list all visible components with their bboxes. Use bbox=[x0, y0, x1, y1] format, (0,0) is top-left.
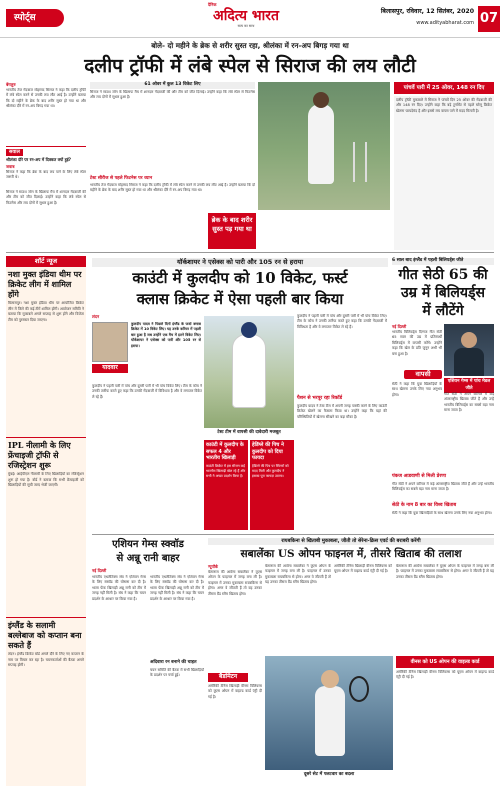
logo-small-text: दैनिक bbox=[208, 2, 217, 7]
bottom-right-body-4: बेलारूस की आर्यना सबालेंका ने यूएस ओपन के फाइनल में जगह बना ली है। फाइनल में उनका मुकाबला रायबकिना से होगा। अगर वे जीतती हैं तो यह उनका तीसरा ग्रैंड स्लैम खिताब होगा। bbox=[396, 564, 494, 579]
top-story-body-3: भारतीय तेज गेंदबाज मोहम्मद सिराज ने कहा कि दलीप ट्रॉफी में लंबे स्पेल करने से उनकी लय लौट आई है। उन्होंने बताया कि दो महीने के ब्रेक के बाद शरीर सुस्त हो गया था और श्रीलंका दौरे में रन-अप बिगड़ गया था। bbox=[90, 183, 255, 193]
kuldeep-photo bbox=[204, 316, 294, 428]
county-box-1-body: काउंटी क्रिकेट में इस सीजन कई भारतीय खिलाड़ी खेल रहे हैं और सभी ने अच्छा प्रदर्शन किया है। bbox=[206, 463, 246, 478]
logo-tagline: सत्य का साथ bbox=[237, 23, 255, 28]
short-news-item-1 bbox=[6, 267, 86, 437]
right-story-headline-2: उम्र में बिलियर्ड्स bbox=[401, 285, 485, 301]
middle-story-right-title: पैशन से भरपूर रहा रिकॉर्ड bbox=[297, 396, 343, 401]
sidebar-body: दलीप ट्रॉफी मुकाबले में सिराज ने पांचवें दिन 25 ओवर की गेंदबाजी की और 148 रन दिए। उन्होंने कहा कि बड़े टूर्नामेंट से पहले घरेलू क्रिकेट खेलना फायदेमंद है और इससे लय वापस पाने में मदद मिलती है। bbox=[394, 96, 494, 250]
right-story-subhead-1: पंकज आडवाणी से मिली प्रेरणा bbox=[392, 474, 446, 479]
middle-story-headline-2: क्लास क्रिकेट में ऐसा पहली बार किया bbox=[136, 290, 344, 308]
bottom-left-subhead: अदिवारा रन बनाने की चाहत bbox=[150, 660, 197, 665]
photo-player-figure bbox=[308, 104, 334, 184]
bottom-right-body-5: अमेरिकी टेनिस खिलाड़ी वीनस विलियम्स को यूएस ओपन में वाइल्ड कार्ड एंट्री दी गई है। bbox=[396, 670, 494, 680]
top-story-kicker: बोले- दो महीने के ब्रेक से शरीर सुस्त रहा, श्रीलंका में रन-अप बिगड़ गया था bbox=[151, 41, 349, 50]
right-story-headline-1: गीत सेठी 65 की bbox=[398, 267, 488, 283]
bottom-right-body-3: अमेरिकी टेनिस खिलाड़ी वीनस विलियम्स को यूएस ओपन में वाइल्ड कार्ड एंट्री दी गई है। bbox=[334, 564, 392, 574]
right-story-body-cont: सेठी ने कहा कि युवा खिलाड़ियों के साथ खेलना उनके लिए नया अनुभव होगा। bbox=[392, 382, 442, 397]
page-number: 07 bbox=[478, 6, 500, 32]
right-story-headline-3: में लौटेंगे bbox=[422, 303, 464, 319]
county-box-2 bbox=[250, 440, 294, 530]
question-label: सवाल bbox=[6, 149, 23, 156]
bottom-left-headline-2: से अन्नू रानी बाहर bbox=[116, 553, 180, 564]
middle-story-byline: लंदन bbox=[92, 314, 100, 319]
question-text: श्रीलंका दौरे पर रन-अप में दिक्कत क्यों हुई? bbox=[6, 157, 71, 163]
photo-stumps bbox=[353, 142, 367, 182]
answer-text: सिराज ने कहा कि ब्रेक के बाद लय पाने के लिए लंबे स्पेल जरूरी थे। bbox=[6, 169, 86, 180]
right-story-body-2: गीत सेठी ने अपने करियर में कई अंतरराष्ट्रीय खिताब जीते हैं और उन्हें भारतीय बिलियर्ड्स का सबसे बड़ा नाम माना जाता है। bbox=[392, 482, 494, 492]
short-news-column bbox=[6, 256, 86, 786]
photo-bowler-head bbox=[241, 322, 257, 338]
short-news-title-2: IPL नीलामी के लिए फ्रेंचाइजी ट्रॉफी से रजिस्ट्रेशन शुरू bbox=[8, 440, 71, 471]
bottom-left-headline-1: एशियन गेम्स स्क्वॉड bbox=[112, 539, 184, 550]
divider-bottom bbox=[92, 534, 494, 535]
qa-box bbox=[6, 146, 86, 188]
county-box-1-title: काउंटी में कुलदीप के सफल 4 और भारतीय खिलाड़ी bbox=[206, 442, 244, 461]
bottom-right-body: बेलारूस की आर्यना सबालेंका ने यूएस ओपन के फाइनल में जगह बना ली है। फाइनल में उनका मुकाबला रायबकिना से होगा। अगर वे जीतती हैं तो यह उनका तीसरा ग्रैंड स्लैम खिताब होगा। bbox=[208, 570, 262, 596]
website-link[interactable]: www.adityabharat.com bbox=[416, 20, 474, 26]
bottom-right-headline: सबालेंका US ओपन फाइनल में, तीसरे खिताब की तलाश bbox=[240, 548, 462, 560]
sabalenka-photo-caption: दूसरे सेट में पलटवार का बदला bbox=[303, 772, 355, 777]
bottom-right-kicker: रायबकिना से खिताबी मुकाबला, जीती तो सेरेना-क्रिस एवर्ट की बराबरी करेंगी bbox=[208, 538, 494, 545]
bottom-left-body: भारतीय एथलेटिक्स संघ ने एशियन गेम्स के लिए स्क्वॉड की घोषणा कर दी है। भाला फेंक खिलाड़ी अन्नू रानी को टीम में जगह नहीं मिली है। संघ ने कहा कि चयन प्रदर्शन के आधार पर किया गया है। bbox=[92, 575, 146, 601]
right-story-subhead-2: सेठी के नाम 8 बार का विश्व खिताब bbox=[392, 503, 457, 508]
top-story-subhead-2: टेस्ट सीरीज से पहले फिटनेस पर ध्यान bbox=[90, 176, 153, 181]
short-news-title-1: नशा मुक्त इंडिया थीम पर क्रिकेट लीग में शामिल होंगे bbox=[8, 269, 82, 300]
bottom-left-body-3: चयन समिति की बैठक में सभी खिलाड़ियों के प्रदर्शन पर चर्चा हुई। bbox=[150, 668, 204, 678]
county-box-1 bbox=[204, 440, 248, 530]
county-box-2-body: हेडिंग्ले की पिच पर स्पिनरों को मदद मिली और कुलदीप ने इसका पूरा फायदा उठाया। bbox=[252, 463, 289, 478]
right-story-byline: नई दिल्ली bbox=[392, 324, 407, 329]
middle-story-right-body: कुलदीप ने पहली पारी में पांच और दूसरी पारी में भी पांच विकेट लिए। टीम के कोच ने उनकी तारीफ करते हुए कहा कि उनकी गेंदबाजी में विविधता है और वे लगातार विकेट ले रहे हैं। bbox=[297, 314, 387, 329]
county-box-2-title: हेडिंग्ले की पिच ने कुलदीप को दिया फायदा bbox=[252, 442, 284, 461]
short-news-body-1: बिलासपुर। नशा मुक्त इंडिया थीम पर आयोजित क्रिकेट लीग में जिले की कई टीमें शामिल होंगी। आयोजन समिति ने बताया कि मुकाबले अगले सप्ताह से शुरू होंगे और विजेता टीम को पुरस्कार दिया जाएगा। bbox=[8, 301, 84, 322]
short-news-item-3 bbox=[6, 617, 86, 787]
right-story-kicker: 6 साल बाद इंग्लैंड में पहली बिलियर्ड्स जीते bbox=[392, 258, 494, 265]
kuldeep-portrait bbox=[92, 322, 128, 362]
top-story-body-1b: सिराज ने साउथ जोन के खिलाफ मैच में शानदार गेंदबाजी की और टीम को जीत दिलाई। उन्होंने कहा कि लंबे स्पेल से फिटनेस और लय दोनों में सुधार हुआ है। bbox=[6, 190, 86, 205]
top-story-subhead: 61 ओवर में कुल 13 विकेट लिए bbox=[90, 82, 255, 89]
photo-caption-box: ब्रेक के बाद शरीर सुस्त पड़ गया था bbox=[208, 213, 256, 249]
short-news-body-3: लंदन। इंग्लैंड क्रिकेट बोर्ड अगले दौरे के लिए नए कप्तान के नाम पर विचार कर रहा है। चयनकर्ताओं की बैठक अगले सप्ताह होगी। bbox=[8, 652, 84, 668]
answer-label: जवाब bbox=[6, 164, 15, 170]
bottom-right-sub-box: वीनस को US ओपन की वाइल्ड कार्ड bbox=[396, 656, 494, 668]
section-tab: स्पोर्ट्स bbox=[6, 9, 64, 27]
photo-sethi-body bbox=[454, 348, 484, 376]
right-story-body: भारतीय बिलियर्ड्स दिग्गज गीत सेठी 65 साल की उम्र में प्रतिस्पर्धी बिलियर्ड्स में वापसी करेंगे। उन्होंने कहा कि खेल के प्रति जुनून अभी भी बना हुआ है। bbox=[392, 330, 442, 356]
bottom-right-body-2: बेलारूस की आर्यना सबालेंका ने यूएस ओपन के फाइनल में जगह बना ली है। फाइनल में उनका मुकाबला रायबकिना से होगा। अगर वे जीतती हैं तो यह उनका तीसरा ग्रैंड स्लैम खिताब होगा। bbox=[265, 564, 331, 585]
photo-racket bbox=[349, 676, 369, 702]
photo-player-body bbox=[315, 686, 345, 756]
photo-bowler-figure bbox=[232, 334, 266, 408]
dateline: बिलासपुर, रविवार, 12 सितंबर, 2020 bbox=[380, 8, 474, 15]
siraj-photo bbox=[258, 82, 390, 210]
short-news-tag: शॉर्ट न्यूज bbox=[6, 256, 86, 267]
middle-story-headline-1: काउंटी में कुलदीप को 10 विकेट, फर्स्ट bbox=[132, 269, 348, 287]
middle-story-tag: यादवार bbox=[92, 364, 128, 373]
bottom-right-label: बैडमिंटन bbox=[208, 673, 248, 682]
top-story-body-2: सिराज ने साउथ जोन के खिलाफ मैच में शानदार गेंदबाजी की और टीम को जीत दिलाई। उन्होंने कहा कि लंबे स्पेल से फिटनेस और लय दोनों में सुधार हुआ है। bbox=[90, 90, 255, 100]
sethi-photo-caption: एशियन गेम्स में पांच मेडल जीते bbox=[444, 378, 494, 393]
masthead bbox=[0, 0, 500, 38]
newspaper-logo bbox=[198, 2, 294, 34]
short-news-body-2: मुंबई। आईपीएल नीलामी के लिए खिलाड़ियों का रजिस्ट्रेशन शुरू हो गया है। बोर्ड ने बताया कि सभी फ्रेंचाइजी को खिलाड़ियों की सूची जल्द भेजी जाएगी। bbox=[8, 472, 84, 488]
photo-player-head-2 bbox=[321, 670, 339, 688]
top-story-body-1: भारतीय तेज गेंदबाज मोहम्मद सिराज ने कहा कि दलीप ट्रॉफी में लंबे स्पेल करने से उनकी लय लौट आई है। उन्होंने बताया कि दो महीने के ब्रेक के बाद शरीर सुस्त हो गया था और श्रीलंका दौरे में रन-अप बिगड़ गया था। bbox=[6, 88, 86, 109]
divider bbox=[6, 252, 494, 253]
sidebar-title: पांचवें पारी में 25 ओवर, 148 रन दिए bbox=[394, 82, 494, 94]
top-story-headline: दलीप ट्रॉफी में लंबे स्पेल से सिराज की लय लौटी bbox=[84, 55, 416, 77]
middle-story-right-body-2: कुलदीप यादव ने टेस्ट टीम में अपनी जगह पक्की करने के लिए काउंटी क्रिकेट खेलने का फैसला किया था। उन्होंने कहा कि यहां की परिस्थितियों में खेलना सीखने का बड़ा मौका है। bbox=[297, 404, 387, 419]
photo-player-head bbox=[313, 92, 329, 108]
middle-story-lead: कुलदीप यादव ने पिछले दिनों इंग्लैंड के फर्स्ट क्लास क्रिकेट में 10 विकेट लिए। यह उनके करियर में पहली बार हुआ है जब उन्होंने एक मैच में इतने विकेट लिए। यॉर्कशायर ने एसेक्स को पारी और 105 रन से हराया। bbox=[131, 322, 201, 348]
middle-story-kicker: यॉर्कशायर ने एसेक्स को पारी और 105 रन से हराया bbox=[92, 258, 388, 267]
middle-photo-caption: टेस्ट टीम में वापसी की दावेदारी मजबूत bbox=[217, 430, 281, 435]
photo-sethi-head bbox=[461, 332, 477, 348]
short-news-item-2 bbox=[6, 437, 86, 617]
top-story-byline: बेंगलुरु bbox=[6, 82, 16, 87]
sabalenka-photo bbox=[265, 656, 393, 770]
short-news-title-3: इंग्लैंड के सलामी बल्लेबाज को कप्तान बना सकते हैं bbox=[8, 620, 82, 651]
bottom-left-body-2: भारतीय एथलेटिक्स संघ ने एशियन गेम्स के लिए स्क्वॉड की घोषणा कर दी है। भाला फेंक खिलाड़ी अन्नू रानी को टीम में जगह नहीं मिली है। संघ ने कहा कि चयन प्रदर्शन के आधार पर किया गया है। bbox=[150, 575, 204, 601]
logo-main-text: अदित्य भारत bbox=[213, 7, 279, 24]
sethi-photo bbox=[444, 324, 494, 376]
bottom-right-byline: न्यूयॉर्क bbox=[208, 564, 218, 569]
right-story-body-3: सेठी ने कहा कि युवा खिलाड़ियों के साथ खेलना उनके लिए नया अनुभव होगा। bbox=[392, 511, 492, 515]
middle-story-body: कुलदीप ने पहली पारी में पांच और दूसरी पारी में भी पांच विकेट लिए। टीम के कोच ने उनकी तारीफ करते हुए कहा कि उनकी गेंदबाजी में विविधता है और वे लगातार विकेट ले रहे हैं। bbox=[92, 384, 202, 399]
bottom-left-byline: नई दिल्ली bbox=[92, 568, 107, 573]
bottom-right-body-cont: अमेरिकी टेनिस खिलाड़ी वीनस विलियम्स को यूएस ओपन में वाइल्ड कार्ड एंट्री दी गई है। bbox=[208, 684, 262, 699]
right-story-label: वापसी bbox=[404, 370, 442, 379]
right-story-sidebar-body: गीत सेठी ने अपने करियर में कई अंतरराष्ट्रीय खिताब जीते हैं और उन्हें भारतीय बिलियर्ड्स का सबसे बड़ा नाम माना जाता है। bbox=[444, 392, 494, 413]
